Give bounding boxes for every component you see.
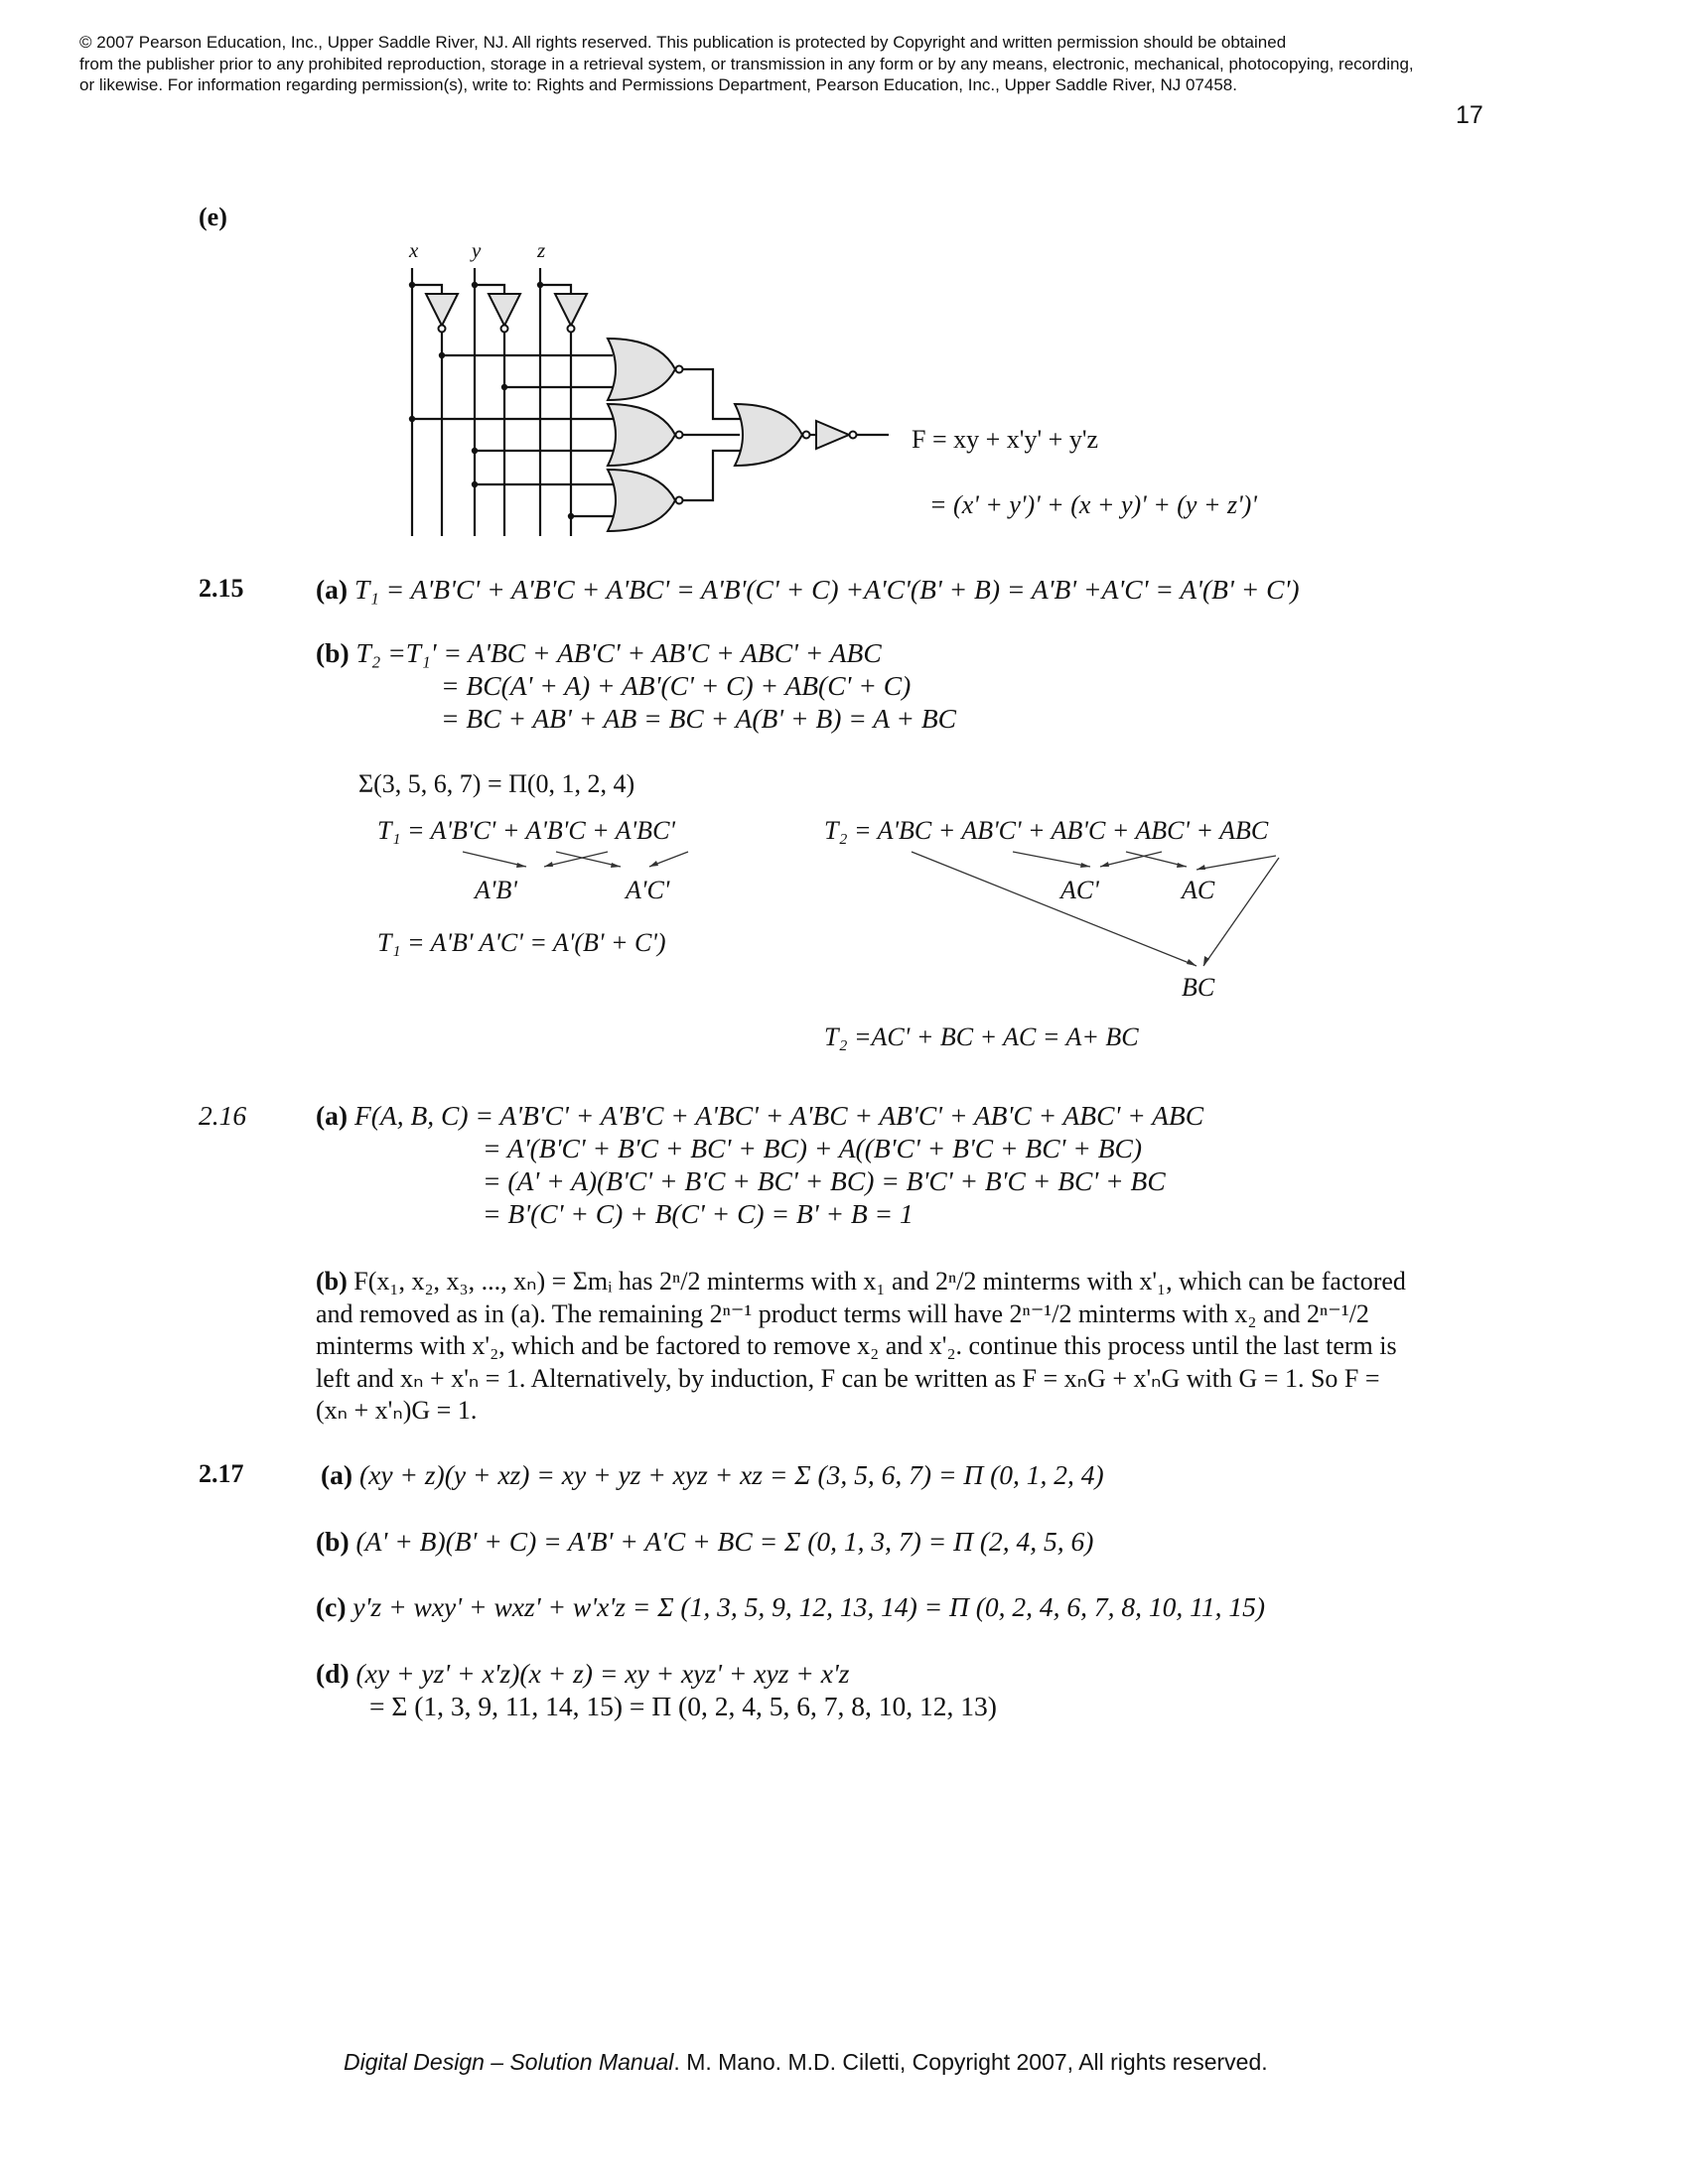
p216-part-a-line1 [316,1100,1203,1132]
sigma-pi-equation: Σ(3, 5, 6, 7) = Π(0, 1, 2, 4) [358,769,635,798]
p217-d-expression-1: (xy + yz' + x'z)(x + z) = xy + xyz' + xyz + x'z [355,1658,850,1689]
nor-bubble-1 [676,366,683,373]
arrowhead [1203,956,1209,966]
p215-part-a [316,574,1300,606]
nor-bubble-2 [676,432,683,439]
t2-expression: T₂ = A'BC + AB'C' + AB'C + ABC' + ABC [824,816,1269,845]
not-bubble-z [568,326,575,333]
branch-y [475,285,504,294]
p217-part-c [316,1591,1265,1623]
p217-part-a [321,1459,1104,1491]
t1-term-1: A'B' [475,876,517,904]
input-label-x: x [409,238,419,262]
copyright-line-3: or likewise. For information regarding permission(s), write to: Rights and Permissions Department, Pearson Education, Inc., Upper Saddle River, NJ 07458. [79,75,1237,94]
input-label-z: z [537,238,546,262]
not-gate-y [489,294,520,326]
wire-or3-out [682,451,740,500]
page-number: 17 [1456,101,1483,129]
p216-b-line-4: left and xₙ + x'ₙ = 1. Alternatively, by induction, F can be written as F = xₙG + x'ₙG with G = 1. So F = [316,1363,1380,1393]
t2-term-ac: AC [1182,876,1215,904]
problem-number-2-16: 2.16 [199,1100,247,1131]
junction-dot [409,416,415,422]
nor-bubble-3 [676,497,683,504]
arrowhead [1196,865,1205,870]
p216-a-label: (a) [316,1100,349,1131]
p215-b-expression-1: T₂ =T₁' = A'BC + AB'C' + AB'C + ABC' + ABC [355,637,882,668]
nor-bubble-final [803,432,810,439]
p217-c-expression: y'z + wxy' + wxz' + w'x'z = Σ (1, 3, 5, 9, 12, 13, 14) = Π (0, 2, 4, 6, 7, 8, 10, 11, 15) [352,1591,1266,1622]
junction-dot [472,481,478,487]
problem-number-2-17: 2.17 [199,1459,244,1488]
p215-b-expression-2: = BC(A' + A) + AB'(C' + C) + AB(C' + C) [441,670,912,701]
junction-dot [472,282,478,288]
p215-b-expression-3: = BC + AB' + AB = BC + A(B' + B) = A + BC [441,703,956,734]
junction-dot [568,513,574,519]
p216-a-expression-1: F(A, B, C) = A'B'C' + A'B'C + A'BC' + A'BC + AB'C' + AB'C + ABC' + ABC [353,1100,1204,1131]
f-expression-line1: F = xy + x'y' + y'z [912,425,1099,454]
junction-dot [439,352,445,358]
nor-gate-2 [608,404,675,466]
problem-number-2-15: 2.15 [199,574,244,603]
branch-z [540,285,571,294]
p217-a-label: (a) [321,1459,353,1490]
output-inverter [816,421,849,449]
p215-a-expression: T₁ = A'B'C' + A'B'C + A'BC' = A'B'(C' + C) +A'C'(B' + B) = A'B' +A'C' = A'(B' + C') [353,574,1300,605]
f-expression-line2: = (x' + y')' + (x + y)' + (y + z')' [929,490,1257,519]
t2-term-bc: BC [1182,973,1215,1002]
p217-part-d-line1 [316,1658,850,1690]
p216-b-line-5: (xₙ + x'ₙ)G = 1. [316,1396,478,1425]
page-footer [344,2049,1268,2076]
wire-or1-out [682,369,740,419]
output-inverter-bubble [850,432,857,439]
p215-b-label: (b) [316,637,350,668]
junction-dot [537,282,543,288]
not-gate-z [555,294,587,326]
arrow-t2-term2 [1013,852,1090,867]
nor-gate-1 [608,339,675,400]
p217-c-label: (c) [316,1591,347,1622]
p215-part-b-line1 [316,637,882,669]
arrow-t2-term5-bc [1203,858,1279,966]
copyright-line-2: from the publisher prior to any prohibited reproduction, storage in a retrieval system, or transmission in any form or by any means, electronic, mechanical, photocopying, recording, [79,54,1414,73]
p216-a-expression-4: = B'(C' + C) + B(C' + C) = B' + B = 1 [483,1198,914,1229]
p216-b-label: (b) [316,1267,348,1296]
p217-part-b [316,1526,1093,1558]
p216-b-line-2: and removed as in (a). The remaining 2ⁿ⁻¹ product terms will have 2ⁿ⁻¹/2 minterms with x₂ and 2ⁿ⁻¹/2 [316,1298,1369,1328]
t1-term-2: A'C' [626,876,670,904]
p217-d-expression-2: = Σ (1, 3, 9, 11, 14, 15) = Π (0, 2, 4, 5, 6, 7, 8, 10, 12, 13) [369,1691,997,1721]
branch-x [412,285,442,294]
not-bubble-x [439,326,446,333]
arrow-t1-term2 [544,852,608,867]
arrow-t2-term5 [1196,856,1276,870]
nor-gate-3 [608,470,675,531]
input-label-y: y [472,238,482,262]
junction-dot [501,384,507,390]
arrowhead [1187,959,1196,966]
t2-result: T₂ =AC' + BC + AC = A+ BC [824,1023,1139,1051]
copyright-line-1: © 2007 Pearson Education, Inc., Upper Saddle River, NJ. All rights reserved. This publication is protected by Copyright and written permission should be obtained [79,33,1287,52]
arrowhead [649,861,658,867]
junction-dot [409,282,415,288]
part-e-label: (e) [199,203,227,231]
arrowhead [1100,862,1109,867]
p217-b-label: (b) [316,1526,350,1557]
arrow-t1-term3 [556,852,621,867]
p217-d-label: (d) [316,1658,350,1689]
p217-a-expression: (xy + z)(y + xz) = xy + yz + xyz + xz = Σ (3, 5, 6, 7) = Π (0, 1, 2, 4) [358,1459,1104,1490]
arrowhead [544,862,553,867]
p216-b-line-1 [316,1266,1406,1298]
p216-part-b [316,1266,1406,1428]
nor-gate-final [735,404,802,466]
junction-dot [472,448,478,454]
not-bubble-y [501,326,508,333]
p216-b-text-1: F(x₁, x₂, x₃, ..., xₙ) = Σmᵢ has 2ⁿ/2 minterms with x₁ and 2ⁿ/2 minterms with x'₁, which can be factored [353,1267,1406,1296]
not-gate-x [426,294,458,326]
p217-b-expression: (A' + B)(B' + C) = A'B' + A'C + BC = Σ (0, 1, 3, 7) = Π (2, 4, 5, 6) [355,1526,1094,1557]
p215-a-label: (a) [316,574,349,605]
t1-result: T₁ = A'B' A'C' = A'(B' + C') [377,928,666,957]
p216-a-expression-2: = A'(B'C' + B'C + BC' + BC) + A((B'C' + B'C + BC' + BC) [483,1133,1143,1163]
arrow-t2-term3 [1100,852,1162,867]
p216-a-expression-3: = (A' + A)(B'C' + B'C + BC' + BC) = B'C' + B'C + BC' + BC [483,1165,1166,1196]
arrow-t2-term1-bc [912,852,1196,966]
t1-expression: T₁ = A'B'C' + A'B'C + A'BC' [377,816,675,845]
arrow-t1-term1 [463,852,526,867]
footer-book-title: Digital Design – Solution Manual [344,2049,674,2075]
footer-credits: . M. Mano. M.D. Ciletti, Copyright 2007, All rights reserved. [673,2049,1268,2075]
p216-b-line-3: minterms with x'₂, which and be factored to remove x₂ and x'₂. continue this process until the last term is [316,1331,1397,1360]
t2-term-ac-prime: AC' [1060,876,1099,904]
